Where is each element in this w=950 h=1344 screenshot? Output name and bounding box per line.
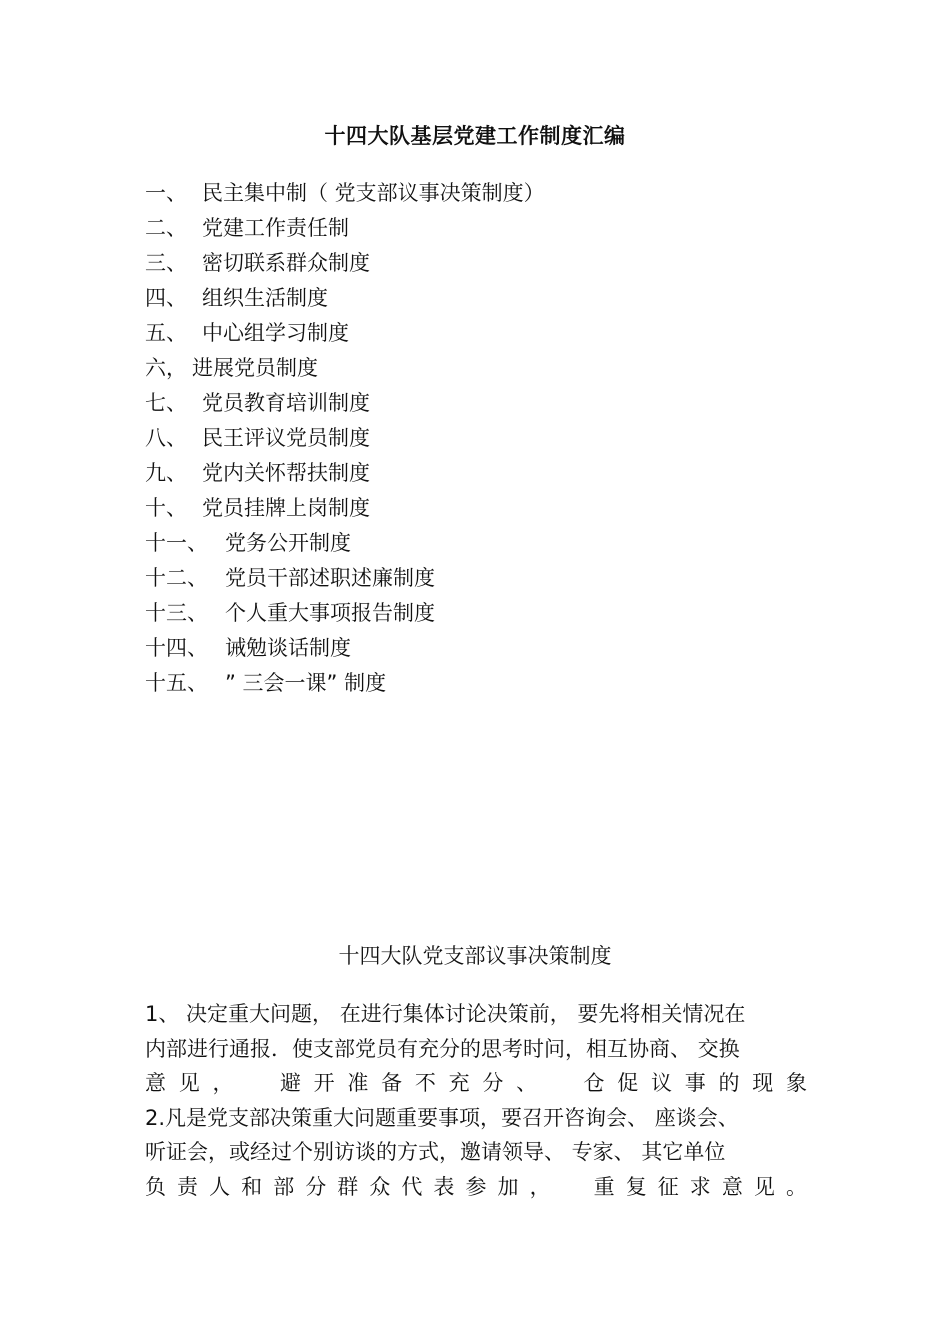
toc-item-number: 三、 xyxy=(145,251,187,275)
toc-item-title: 党员干部述职述廉制度 xyxy=(225,566,435,590)
toc-item-number: 十五、 xyxy=(145,671,208,695)
toc-item-number: 二、 xyxy=(145,216,187,240)
toc-item-number: 十二、 xyxy=(145,566,208,590)
toc-item-title: 民王评议党员制度 xyxy=(202,426,370,450)
toc-item-number: 十四、 xyxy=(145,636,208,660)
toc-item-title: 组织生活制度 xyxy=(202,286,328,310)
toc-item-title: 诫勉谈话制度 xyxy=(225,636,351,660)
toc-item xyxy=(145,386,545,421)
toc-item xyxy=(145,246,545,281)
toc-item xyxy=(145,176,545,211)
toc-item xyxy=(145,211,545,246)
toc-item xyxy=(145,456,545,491)
toc-item-number: 十、 xyxy=(145,496,187,520)
toc-item-title: 党建工作责任制 xyxy=(202,216,349,240)
toc-item-title: 党员挂牌上岗制度 xyxy=(202,496,370,520)
toc-item xyxy=(145,596,545,631)
toc-item-title: ” 三会一课” 制度 xyxy=(225,671,387,695)
page-title: 十四大队基层党建工作制度汇编 xyxy=(324,124,626,148)
toc-item-number: 四、 xyxy=(145,286,187,310)
paragraph-line: 1、 决定重大问题， 在进行集体讨论决策前， 要先将相关情况在 xyxy=(145,1002,746,1026)
paragraph-line: 2.凡是党支部决策重大问题重要事项，要召开咨询会、 座谈会、 xyxy=(145,1105,739,1130)
paragraph-line: 听证会，或经过个别访谈的方式，邀请领导、 专家、 其它单位 xyxy=(145,1140,726,1165)
toc-item-number: 九、 xyxy=(145,461,187,485)
section-body xyxy=(145,997,807,1205)
toc-item-number: 十三、 xyxy=(145,601,208,625)
toc-item xyxy=(145,421,545,456)
toc-item xyxy=(145,561,545,596)
toc-item-title: 密切联系群众制度 xyxy=(202,251,370,275)
toc-item-title: 中心组学习制度 xyxy=(202,321,349,345)
toc-item xyxy=(145,316,545,351)
toc-item xyxy=(145,351,545,386)
toc-item xyxy=(145,491,545,526)
section-title: 十四大队党支部议事决策制度 xyxy=(338,944,612,968)
toc-item-title: 进展党员制度 xyxy=(192,356,318,380)
toc-item-number: 八、 xyxy=(145,426,187,450)
toc-item-title: 民主集中制（ 党支部议事决策制度） xyxy=(202,181,545,205)
paragraph-line: 负 责 人 和 部 分 群 众 代 表 参 加 ， 重 复 征 求 意 见 。 xyxy=(145,1174,807,1199)
paragraph-line: 意 见 ， 避 开 准 备 不 充 分 、 仓 促 议 事 的 现 象 xyxy=(145,1071,807,1096)
toc-item-title: 党务公开制度 xyxy=(225,531,351,555)
toc-item-number: 六， xyxy=(145,356,187,380)
toc-item-title: 党内关怀帮扶制度 xyxy=(202,461,370,485)
toc-item-number: 一、 xyxy=(145,181,187,205)
paragraph-line: 内部进行通报．使支部党员有充分的思考时问，相互协商、 交换 xyxy=(145,1036,740,1061)
toc-item-number: 七、 xyxy=(145,391,187,415)
table-of-contents xyxy=(145,176,545,701)
toc-item-number: 十一、 xyxy=(145,531,208,555)
toc-item xyxy=(145,281,545,316)
toc-item xyxy=(145,631,545,666)
toc-item-title: 党员教育培训制度 xyxy=(202,391,370,415)
toc-item xyxy=(145,526,545,561)
toc-item xyxy=(145,666,545,701)
toc-item-number: 五、 xyxy=(145,321,187,345)
toc-item-title: 个人重大事项报告制度 xyxy=(225,601,435,625)
